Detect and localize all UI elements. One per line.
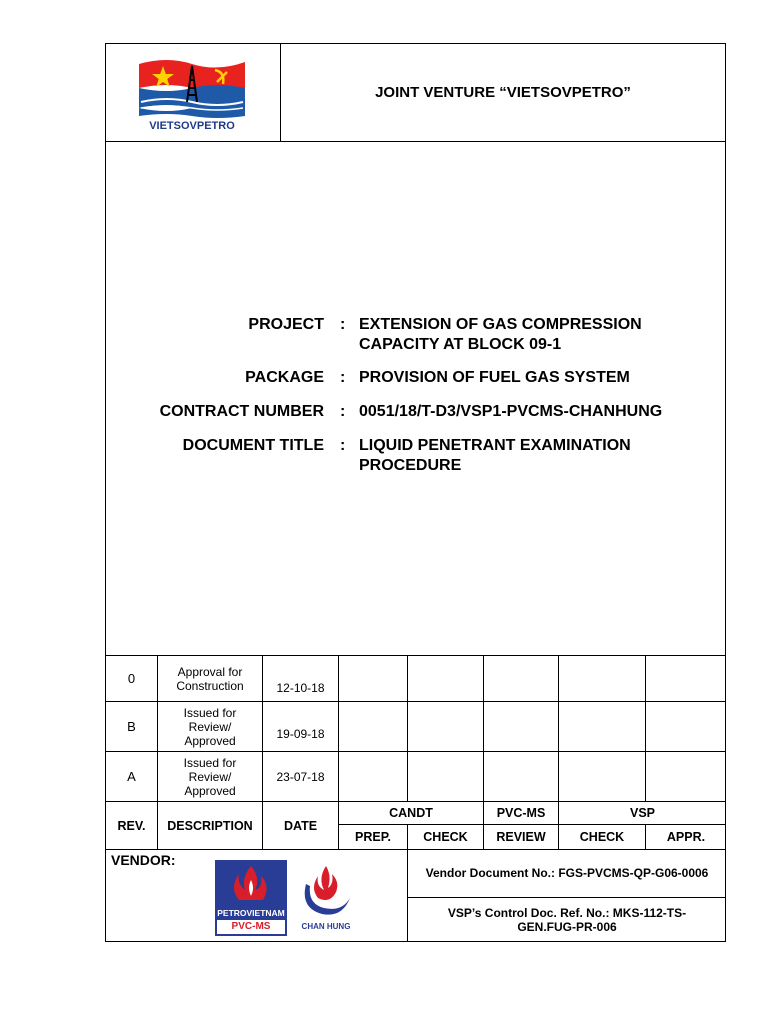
rev-0-description: Approval for Construction [176, 664, 244, 693]
rev-b-code: B [127, 718, 136, 734]
project-colon: : [340, 316, 346, 333]
vendor-document-number: Vendor Document No.: FGS-PVCMS-QP-G06-0006 [425, 866, 709, 880]
header-group-pvcms: PVC-MS [496, 806, 546, 820]
col-line-7 [645, 655, 646, 801]
vietsovpetro-logo [137, 58, 247, 136]
col-line-4 [407, 655, 408, 801]
header-check-vsp: CHECK [579, 830, 625, 844]
petrovietnam-logo [215, 860, 287, 936]
rev-b-date: 19-09-18 [276, 727, 325, 741]
project-label: PROJECT [248, 316, 324, 333]
rev-0-code: 0 [127, 670, 136, 686]
header-description: DESCRIPTION [167, 818, 253, 833]
package-label: PACKAGE [245, 369, 324, 386]
header-prep: PREP. [355, 830, 391, 844]
contract-number-label: CONTRACT NUMBER [159, 403, 324, 420]
rev-0-date: 12-10-18 [276, 681, 325, 695]
contract-number-colon: : [340, 403, 346, 420]
vendor-divider [407, 850, 408, 942]
petrovietnam-text: PETROVIETNAM [217, 908, 285, 918]
pvcms-text: PVC-MS [217, 920, 285, 934]
header-date: DATE [283, 818, 318, 833]
project-value: EXTENSION OF GAS COMPRESSION CAPACITY AT BLOCK 09-1 [359, 316, 642, 353]
chanhung-text: CHAN HUNG [301, 922, 351, 931]
rev-a-date: 23-07-18 [276, 769, 325, 784]
header-appr: APPR. [666, 830, 706, 844]
header-check-candt: CHECK [423, 830, 468, 844]
contract-number-value: 0051/18/T-D3/VSP1-PVCMS-CHANHUNG [359, 403, 663, 420]
page-title: JOINT VENTURE “VIETSOVPETRO” [375, 84, 631, 101]
header-rev: REV. [117, 818, 146, 833]
document-title-label: DOCUMENT TITLE [182, 437, 324, 454]
vendor-label: VENDOR: [111, 852, 176, 868]
header-group-vsp: VSP [629, 806, 655, 820]
vsp-control-doc-ref: VSP’s Control Doc. Ref. No.: MKS-112-TS-GEN.FUG-PR-006 [447, 906, 687, 934]
chanhung-logo [296, 862, 356, 938]
rev-a-description: Issued for Review/ Approved [183, 755, 237, 798]
logo-text: VIETSOVPETRO [149, 120, 235, 132]
rev-b-description: Issued for Review/ Approved [183, 705, 237, 748]
header-bottom-row-line [106, 849, 726, 850]
document-title-value: LIQUID PENETRANT EXAMINATION PROCEDURE [359, 437, 631, 474]
document-title-colon: : [340, 437, 346, 454]
rev-a-code: A [127, 768, 136, 784]
header-review: REVIEW [496, 830, 546, 844]
chanhung-swirl-icon [296, 862, 356, 924]
package-colon: : [340, 369, 346, 386]
header-bottom-line [106, 141, 726, 142]
petrovietnam-flame-icon [215, 860, 287, 908]
vendor-doc-line [408, 897, 726, 898]
package-value: PROVISION OF FUEL GAS SYSTEM [359, 369, 630, 386]
header-group-candt: CANDT [389, 806, 433, 820]
